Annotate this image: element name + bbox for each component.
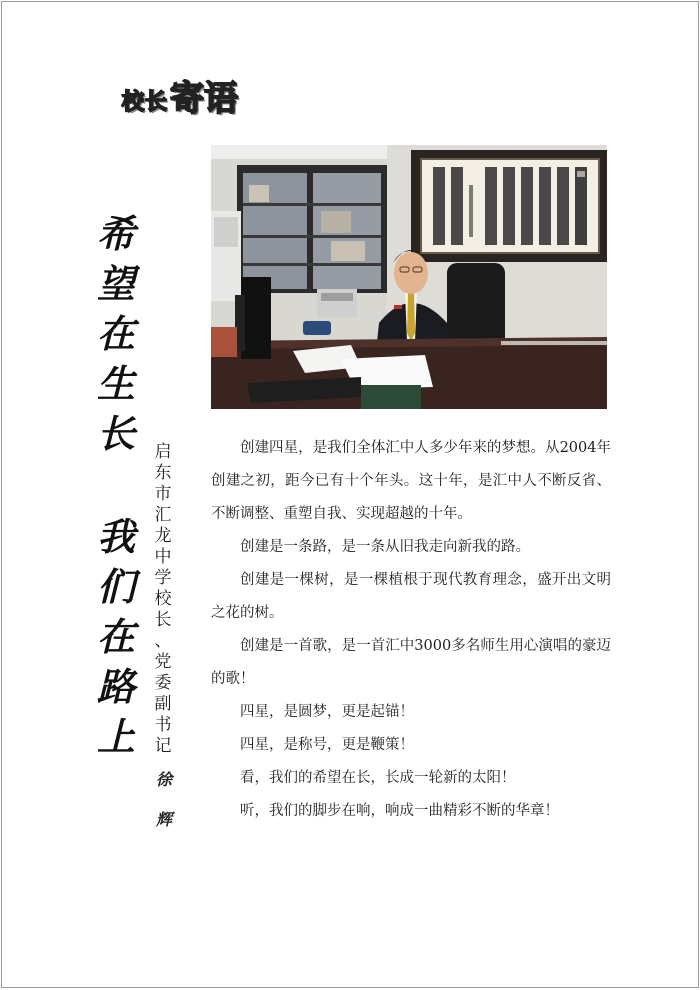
author-title-char: 启 <box>154 442 172 462</box>
author-title-char: 汇 <box>154 505 172 525</box>
paragraph: 创建是一条路，是一条从旧我走向新我的路。 <box>240 539 530 555</box>
author-name-char: 徐 <box>155 770 172 789</box>
paragraph: 四星，是圆梦，更是起锚！ <box>240 704 414 720</box>
slogan-char: 在 <box>96 614 135 659</box>
author-title-char: 龙 <box>154 526 172 546</box>
paragraph: 看，我们的希望在长，长成一轮新的太阳！ <box>240 770 516 786</box>
paragraph: 四星，是称号，更是鞭策！ <box>240 737 414 753</box>
author-title <box>150 442 176 757</box>
office-scene-image <box>211 145 607 409</box>
author-title-char: 记 <box>154 736 172 756</box>
paragraph: 听，我们的脚步在响，响成一曲精彩不断的华章！ <box>240 803 559 819</box>
paragraph: 创建是一首歌，是一首汇中3000多名师生用心演唱的豪迈的歌！ <box>211 638 611 687</box>
author-title-char: 长 <box>154 610 172 630</box>
slogan-char: 生 <box>96 361 135 406</box>
slogan-char: 们 <box>96 564 135 609</box>
author-title-char: 学 <box>154 568 172 588</box>
section-title-big: 寄语 <box>170 79 239 119</box>
slogan-char: 路 <box>96 664 135 709</box>
slogan-char: 上 <box>96 714 135 759</box>
slogan-char: 我 <box>96 514 135 559</box>
author-title-char: 书 <box>154 715 172 735</box>
slogan-char: 望 <box>96 261 135 306</box>
slogan-char: 希 <box>96 211 135 256</box>
author-title-char: 校 <box>154 589 172 609</box>
paragraph: 创建四星，是我们全体汇中人多少年来的梦想。从2004年创建之初，距今已有十个年头。这十年，是汇中人不断反省、不断调整、重塑自我、实现超越的十年。 <box>211 440 611 522</box>
slogan-char: 长 <box>96 411 135 456</box>
slogan-line-2 <box>94 512 138 762</box>
author-title-char: 、 <box>154 631 172 651</box>
author-title-char: 党 <box>154 652 172 672</box>
principal-photo <box>211 145 607 409</box>
author-title-char: 中 <box>154 547 172 567</box>
author-title-char: 市 <box>154 484 172 504</box>
paragraph: 创建是一棵树，是一棵植根于现代教育理念，盛开出文明之花的树。 <box>211 572 611 621</box>
message-body <box>211 432 611 828</box>
slogan-line-1 <box>94 209 138 459</box>
page <box>1 1 699 988</box>
section-title <box>122 74 238 120</box>
slogan-char: 在 <box>96 311 135 356</box>
author-title-char: 东 <box>154 463 172 483</box>
author-title-char: 委 <box>154 673 172 693</box>
author-title-char: 副 <box>154 694 172 714</box>
author-name <box>152 760 176 840</box>
section-title-small: 校长 <box>122 90 169 115</box>
author-name-char: 辉 <box>155 810 172 829</box>
